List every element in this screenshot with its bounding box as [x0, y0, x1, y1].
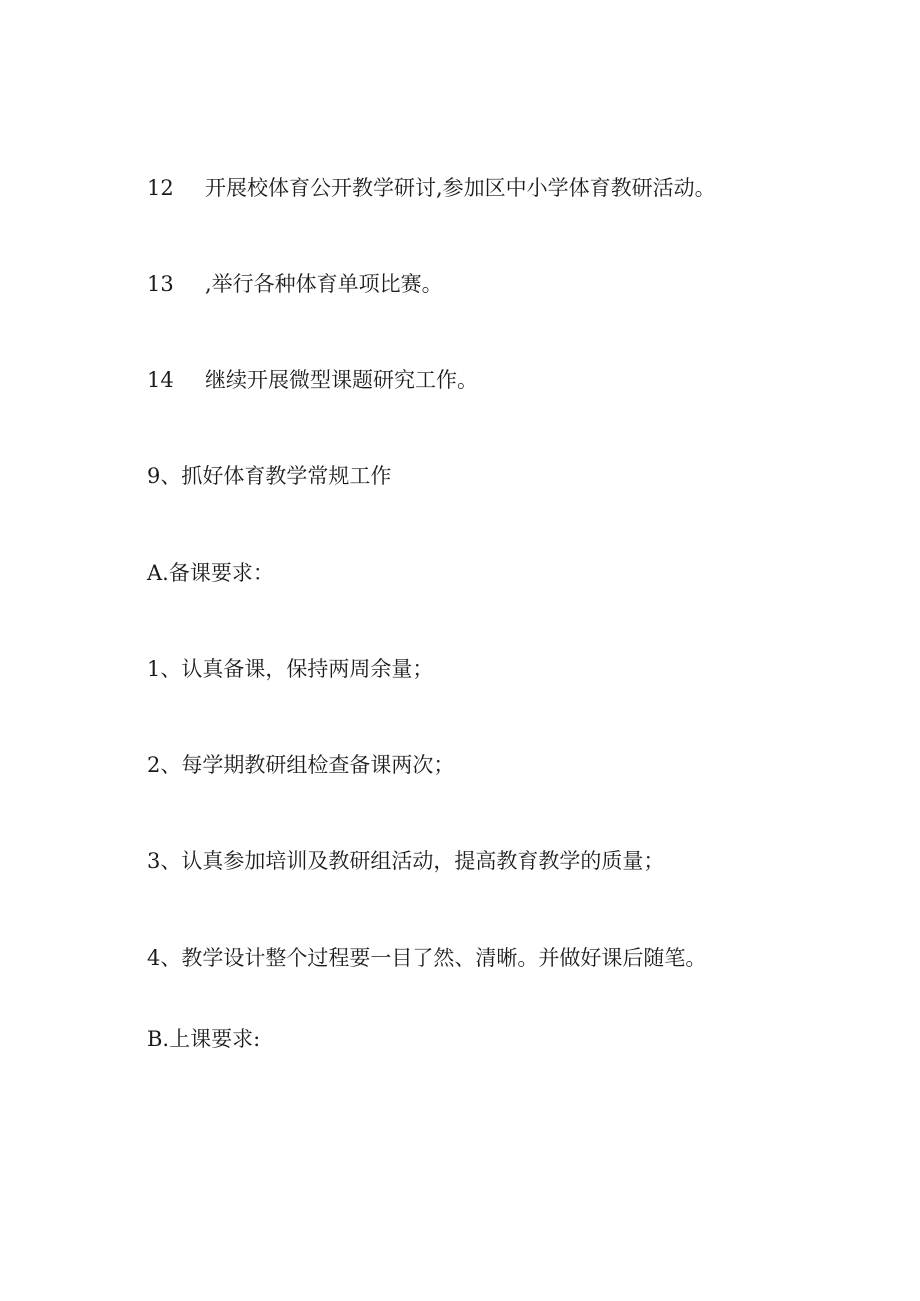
numbered-item-14 [147, 366, 478, 394]
item-text: 开展校体育公开教学研讨,参加区中小学体育教研活动。 [205, 176, 716, 200]
item-number: 13 [147, 272, 174, 296]
requirement-item: 2、每学期教研组检查备课两次； [147, 753, 455, 777]
item-number: 14 [147, 368, 174, 392]
numbered-item-13 [147, 270, 443, 298]
item-number: 12 [147, 176, 174, 200]
requirement-item: 3、认真参加培训及教研组活动，提高教育教学的质量； [147, 849, 665, 873]
sub-heading-class-requirements: B.上课要求: [147, 1027, 261, 1051]
section-heading: 9、抓好体育教学常规工作 [147, 464, 392, 488]
requirement-item: 4、教学设计整个过程要一目了然、清晰。并做好课后随笔。 [147, 946, 707, 970]
item-text: 继续开展微型课题研究工作。 [205, 368, 478, 392]
numbered-item-12 [147, 174, 716, 202]
item-text: ,举行各种体育单项比赛。 [205, 272, 443, 296]
requirement-item: 1、认真备课，保持两周余量； [147, 657, 434, 681]
sub-heading-lesson-prep: A.备课要求： [147, 561, 274, 585]
